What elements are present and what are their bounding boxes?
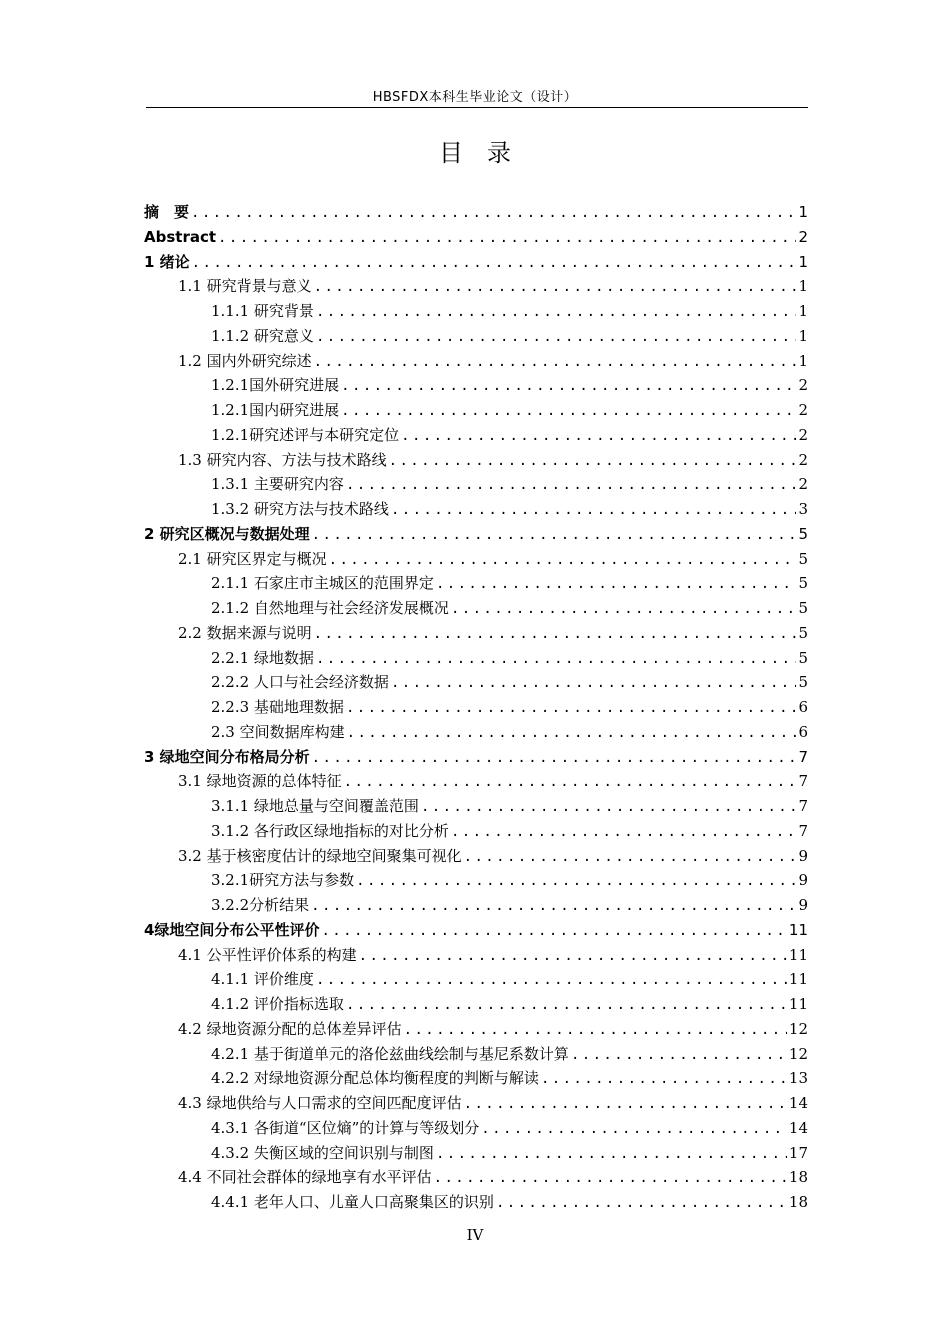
toc-entry-page: 1 <box>798 302 808 320</box>
toc-leader-dots <box>314 622 797 647</box>
toc-leader-dots <box>434 1166 787 1191</box>
toc-entry-page: 9 <box>798 846 808 865</box>
toc-entry[interactable] <box>144 398 808 423</box>
toc-leader-dots <box>341 374 796 399</box>
toc-entry-page: 2 <box>798 450 808 469</box>
toc-entry-label: 4.1.2 评价指标选取 <box>211 995 344 1013</box>
toc-entry-page: 11 <box>788 970 808 989</box>
toc-entry-label: 1.2.1国外研究进展 <box>211 376 340 395</box>
toc-leader-dots <box>541 1067 787 1092</box>
toc-entry-page: 7 <box>798 747 808 766</box>
toc-entry-label: 3.2 基于核密度估计的绿地空间聚集可视化 <box>178 846 462 865</box>
toc-entry-page: 7 <box>798 797 808 815</box>
toc-entry[interactable] <box>144 547 808 572</box>
toc-entry[interactable] <box>144 992 808 1017</box>
toc-entry-label: 1.2.1研究述评与本研究定位 <box>211 425 400 444</box>
toc-entry-label: 4绿地空间分布公平性评价 <box>144 920 320 939</box>
toc-entry-label: 4.2.1 基于街道单元的洛伦兹曲线绘制与基尼系数计算 <box>211 1044 569 1063</box>
toc-entry-label: 3 绿地空间分布格局分析 <box>144 747 310 766</box>
toc-entry[interactable] <box>144 299 808 324</box>
toc-entry-page: 5 <box>798 623 808 642</box>
toc-entry-label: 1.2 国内外研究综述 <box>178 351 312 370</box>
toc-leader-dots <box>436 1142 787 1167</box>
toc-entry-page: 1 <box>798 277 808 296</box>
toc-entry-page: 9 <box>798 896 808 914</box>
toc-entry-label: 3.2.1研究方法与参数 <box>211 871 355 890</box>
toc-leader-dots <box>347 721 797 746</box>
toc-leader-dots <box>356 869 796 894</box>
toc-entry[interactable] <box>144 1017 808 1042</box>
toc-entry[interactable] <box>144 373 808 398</box>
toc-entry-page: 1 <box>798 326 808 345</box>
toc-entry-label: 1.3.2 研究方法与技术路线 <box>211 500 389 518</box>
toc-entry-label: 1.1.2 研究意义 <box>211 326 314 345</box>
toc-leader-dots <box>436 572 797 597</box>
toc-entry[interactable] <box>144 621 808 646</box>
toc-entry[interactable] <box>144 1116 808 1141</box>
toc-entry-label: 2.2.3 基础地理数据 <box>211 698 344 716</box>
toc-leader-dots <box>329 548 797 573</box>
toc-entry-label: 4.3.1 各街道“区位熵”的计算与等级划分 <box>211 1118 480 1137</box>
toc-leader-dots <box>316 300 797 325</box>
toc-leader-dots <box>314 350 797 375</box>
toc-leader-dots <box>316 647 797 672</box>
toc-entry[interactable] <box>144 324 808 349</box>
toc-leader-dots <box>359 944 787 969</box>
toc-leader-dots <box>404 1018 787 1043</box>
toc-leader-dots <box>344 770 797 795</box>
toc-entry[interactable] <box>144 1042 808 1067</box>
toc-entry[interactable] <box>144 943 808 968</box>
toc-entry[interactable] <box>144 423 808 448</box>
toc-leader-dots <box>311 894 796 919</box>
toc-entry[interactable] <box>144 745 808 770</box>
toc-entry-page: 14 <box>788 1094 808 1112</box>
toc-entry-label: 3.1.2 各行政区绿地指标的对比分析 <box>211 821 449 840</box>
toc-entry-page: 18 <box>788 1168 808 1187</box>
table-of-contents <box>144 200 808 1215</box>
toc-leader-dots <box>496 1191 787 1216</box>
toc-entry[interactable] <box>144 646 808 671</box>
toc-entry[interactable] <box>144 448 808 473</box>
toc-entry[interactable] <box>144 596 808 621</box>
toc-leader-dots <box>312 746 797 771</box>
toc-leader-dots <box>321 919 786 944</box>
page-title: 目录 <box>439 139 535 167</box>
toc-leader-dots <box>481 1117 787 1142</box>
toc-entry[interactable] <box>144 695 808 720</box>
toc-entry-page: 9 <box>798 871 808 890</box>
toc-entry-page: 6 <box>798 722 808 741</box>
toc-entry-label: 2.1.2 自然地理与社会经济发展概况 <box>211 599 449 617</box>
toc-entry[interactable] <box>144 1165 808 1190</box>
toc-entry-label: 4.3 绿地供给与人口需求的空间匹配度评估 <box>178 1094 462 1112</box>
toc-entry-page: 18 <box>788 1193 808 1211</box>
toc-entry-page: 5 <box>798 524 808 543</box>
toc-entry[interactable] <box>144 472 808 497</box>
toc-entry-page: 17 <box>788 1143 808 1162</box>
toc-entry-page: 7 <box>798 821 808 840</box>
toc-entry[interactable] <box>144 225 808 250</box>
toc-leader-dots <box>191 201 796 226</box>
toc-entry-page: 2 <box>798 475 808 494</box>
toc-entry[interactable] <box>144 571 808 596</box>
toc-entry-label: 2.2.2 人口与社会经济数据 <box>211 673 389 692</box>
toc-entry-page: 12 <box>788 1044 808 1063</box>
toc-entry[interactable] <box>144 497 808 522</box>
toc-leader-dots <box>346 696 797 721</box>
header-divider <box>146 107 808 108</box>
toc-entry-label: 2.2.1 绿地数据 <box>211 648 314 667</box>
toc-leader-dots <box>346 473 797 498</box>
toc-entry-page: 5 <box>798 574 808 593</box>
toc-entry-page: 5 <box>798 599 808 617</box>
toc-leader-dots <box>571 1043 787 1068</box>
toc-entry[interactable] <box>144 819 808 844</box>
toc-entry-label: 摘 要 <box>144 203 190 221</box>
toc-leader-dots <box>421 795 797 820</box>
toc-entry-page: 11 <box>788 920 808 939</box>
page-number: IV <box>466 1226 484 1244</box>
toc-entry-page: 6 <box>798 698 808 716</box>
toc-entry-label: 4.2.2 对绿地资源分配总体均衡程度的判断与解读 <box>211 1069 539 1088</box>
toc-entry-page: 12 <box>788 1019 808 1038</box>
toc-entry-page: 1 <box>798 252 808 271</box>
toc-entry-label: 1.2.1国内研究进展 <box>211 401 340 419</box>
toc-leader-dots <box>346 993 787 1018</box>
toc-entry-page: 2 <box>798 425 808 444</box>
toc-entry-page: 13 <box>788 1069 808 1088</box>
toc-entry[interactable] <box>144 918 808 943</box>
toc-entry-label: 1 绪论 <box>144 252 190 271</box>
toc-entry-page: 5 <box>798 648 808 667</box>
toc-entry-label: 4.3.2 失衡区域的空间识别与制图 <box>211 1143 434 1162</box>
toc-entry[interactable] <box>144 893 808 918</box>
toc-entry[interactable] <box>144 868 808 893</box>
toc-entry[interactable] <box>144 769 808 794</box>
toc-entry[interactable] <box>144 720 808 745</box>
toc-entry-page: 2 <box>798 401 808 419</box>
toc-entry[interactable] <box>144 274 808 299</box>
toc-entry-label: 4.1.1 评价维度 <box>211 970 314 989</box>
toc-leader-dots <box>451 597 797 622</box>
toc-leader-dots <box>464 845 797 870</box>
toc-entry[interactable] <box>144 1190 808 1215</box>
toc-leader-dots <box>341 399 796 424</box>
toc-leader-dots <box>389 449 797 474</box>
toc-entry[interactable] <box>144 522 808 547</box>
toc-leader-dots <box>316 325 797 350</box>
toc-entry-label: Abstract <box>144 227 217 246</box>
toc-entry[interactable] <box>144 1091 808 1116</box>
toc-entry-label: 1.1.1 研究背景 <box>211 302 314 320</box>
toc-entry[interactable] <box>144 349 808 374</box>
toc-entry[interactable] <box>144 1141 808 1166</box>
toc-entry-label: 2.2 数据来源与说明 <box>178 623 312 642</box>
toc-entry-page: 3 <box>798 500 808 518</box>
toc-leader-dots <box>391 671 797 696</box>
toc-entry[interactable] <box>144 844 808 869</box>
toc-entry-label: 1.1 研究背景与意义 <box>178 277 312 296</box>
toc-entry-label: 2.3 空间数据库构建 <box>211 722 345 741</box>
toc-leader-dots <box>451 820 797 845</box>
toc-entry-label: 2 研究区概况与数据处理 <box>144 524 310 543</box>
toc-entry[interactable] <box>144 670 808 695</box>
toc-entry-page: 5 <box>798 673 808 692</box>
toc-entry-label: 4.2 绿地资源分配的总体差异评估 <box>178 1019 402 1038</box>
toc-leader-dots <box>192 251 797 276</box>
running-header: HBSFDX本科生毕业论文（设计） <box>372 90 578 105</box>
toc-entry-page: 7 <box>798 772 808 791</box>
toc-entry-label: 1.3 研究内容、方法与技术路线 <box>178 450 387 469</box>
toc-entry[interactable] <box>144 1066 808 1091</box>
toc-entry-label: 1.3.1 主要研究内容 <box>211 475 344 494</box>
toc-entry[interactable] <box>144 967 808 992</box>
toc-entry-page: 14 <box>788 1118 808 1137</box>
toc-entry-label: 4.4 不同社会群体的绿地享有水平评估 <box>178 1168 432 1187</box>
toc-entry-page: 2 <box>798 227 808 246</box>
toc-entry-page: 1 <box>798 351 808 370</box>
toc-entry-label: 3.2.2分析结果 <box>211 896 310 914</box>
toc-entry-label: 2.1.1 石家庄市主城区的范围界定 <box>211 574 434 593</box>
toc-entry-label: 4.4.1 老年人口、儿童人口高聚集区的识别 <box>211 1193 494 1211</box>
toc-leader-dots <box>316 968 787 993</box>
toc-entry-page: 11 <box>788 995 808 1013</box>
toc-entry-page: 11 <box>788 945 808 964</box>
toc-leader-dots <box>314 275 797 300</box>
toc-entry-page: 1 <box>798 203 808 221</box>
toc-leader-dots <box>464 1092 787 1117</box>
toc-entry-page: 2 <box>798 376 808 395</box>
toc-leader-dots <box>401 424 796 449</box>
toc-entry-label: 2.1 研究区界定与概况 <box>178 549 327 568</box>
toc-entry-label: 4.1 公平性评价体系的构建 <box>178 945 357 964</box>
toc-entry-label: 3.1.1 绿地总量与空间覆盖范围 <box>211 797 419 815</box>
toc-entry-page: 5 <box>798 549 808 568</box>
toc-leader-dots <box>391 498 797 523</box>
toc-entry[interactable] <box>144 200 808 225</box>
toc-entry[interactable] <box>144 250 808 275</box>
toc-leader-dots <box>218 226 796 251</box>
toc-entry[interactable] <box>144 794 808 819</box>
toc-leader-dots <box>312 523 797 548</box>
toc-entry-label: 3.1 绿地资源的总体特征 <box>178 772 342 791</box>
